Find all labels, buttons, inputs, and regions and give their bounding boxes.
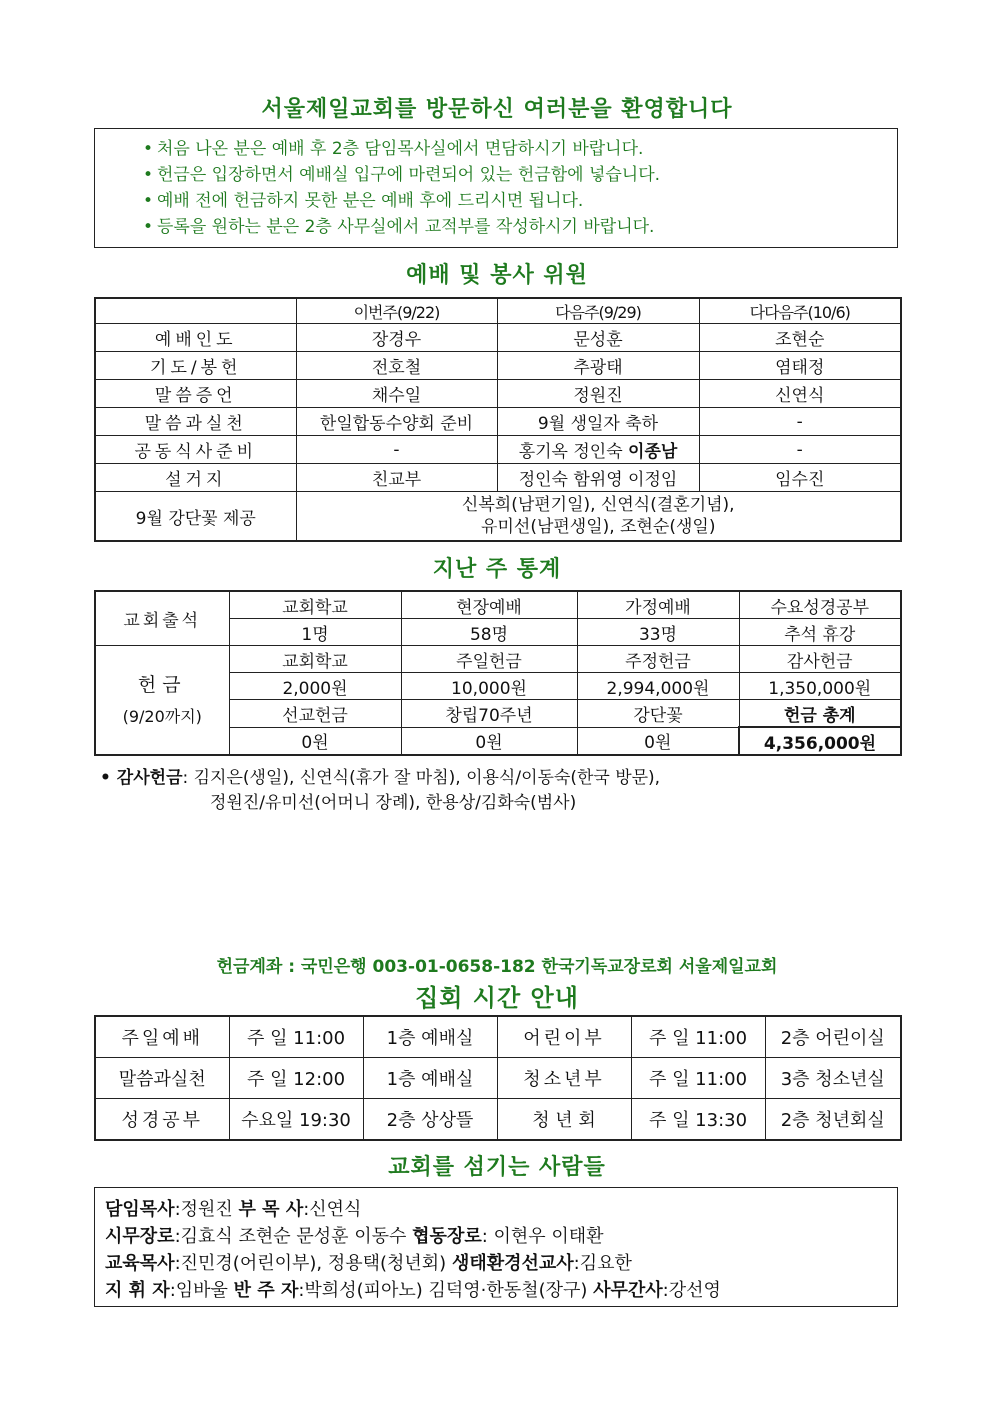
staff-names: :김요한 — [573, 1253, 632, 1274]
staff-role: 시무장로 — [105, 1226, 175, 1247]
table-row — [95, 646, 901, 673]
cell: 정인숙 함위영 이정임 — [497, 464, 699, 492]
staff-names: :신연식 — [303, 1199, 362, 1220]
welcome-title: 서울제일교회를 방문하신 여러분을 환영합니다 — [261, 97, 733, 122]
cell — [497, 436, 699, 464]
cell: 임수진 — [699, 464, 901, 492]
table-header-row — [95, 298, 901, 324]
flower-line: 신복희(남편기일), 신연식(결혼기념), — [461, 495, 735, 515]
table-row — [95, 436, 901, 464]
staff-title: 교회를 섬기는 사람들 — [388, 1155, 606, 1180]
cell-text: 홍기옥 정인숙 — [518, 442, 623, 462]
cell: 주 일 12:00 — [229, 1058, 363, 1099]
cell: 9월 생일자 축하 — [497, 408, 699, 436]
thanks-text: : 김지은(생일), 신연식(휴가 잘 마침), 이용식/이동숙(한국 방문), — [182, 768, 661, 788]
staff-role: 사무간사 — [593, 1280, 663, 1301]
staff-role: 교육목사 — [105, 1253, 175, 1274]
meetings-table — [94, 1015, 902, 1141]
thanks-label: 감사헌금 — [116, 768, 183, 788]
cell: - — [699, 408, 901, 436]
flower-cell — [296, 492, 901, 542]
cell: 주 일 11:00 — [631, 1058, 765, 1099]
row-label: 기도/봉헌 — [95, 352, 296, 380]
cell: 조현순 — [699, 324, 901, 352]
notice-line: • 처음 나온 분은 예배 후 2층 담임목사실에서 면담하시기 바랍니다. — [143, 139, 644, 159]
staff-names: :김효식 조현순 문성훈 이동수 — [174, 1226, 413, 1247]
cell: 어린이부 — [497, 1016, 631, 1058]
meetings-title: 집회 시간 안내 — [415, 984, 579, 1012]
row-label: 예배인도 — [95, 324, 296, 352]
stats-title: 지난 주 통계 — [432, 557, 562, 582]
notice-line: • 예배 전에 헌금하지 못한 분은 예배 후에 드리시면 됩니다. — [143, 191, 584, 211]
row-label: 헌금 — [137, 674, 187, 696]
notice-line: • 등록을 원하는 분은 2층 사무실에서 교적부를 작성하시기 바랍니다. — [143, 217, 655, 237]
cell: 2층 청년회실 — [765, 1099, 901, 1141]
cell: 2층 상상뜰 — [363, 1099, 497, 1141]
cell: 채수일 — [296, 380, 497, 408]
staff-role: 생태환경선교사 — [451, 1253, 574, 1274]
service-table — [94, 297, 902, 542]
cell: 1층 예배실 — [363, 1058, 497, 1099]
staff-names: :정원진 — [174, 1199, 239, 1220]
cell: 성경공부 — [95, 1099, 229, 1141]
staff-names: :임바울 — [169, 1280, 234, 1301]
header-cell: 수요성경공부 — [739, 591, 901, 619]
cell: 추석 휴강 — [739, 619, 901, 646]
cell: 장경우 — [296, 324, 497, 352]
row-label: 공동식사준비 — [95, 436, 296, 464]
staff-box — [94, 1187, 898, 1307]
cell: 친교부 — [296, 464, 497, 492]
notice-box — [94, 128, 898, 248]
table-row — [95, 1099, 901, 1141]
header-cell: 이번주(9/22) — [296, 298, 497, 324]
table-row — [95, 1058, 901, 1099]
notice-text: 헌금은 입장하면서 예배실 입구에 마련되어 있는 헌금함에 넣습니다. — [157, 165, 661, 185]
offering-account: 헌금계좌 : 국민은행 003-01-0658-182 한국기독교장로회 서울제일교회 — [216, 957, 778, 977]
header-cell — [95, 298, 296, 324]
cell: 33명 — [577, 619, 739, 646]
cell: 2,994,000원 — [577, 673, 739, 700]
cell: 0원 — [577, 727, 739, 755]
cell: 수요일 19:30 — [229, 1099, 363, 1141]
header-cell: 강단꽃 — [577, 700, 739, 728]
row-label: 9월 강단꽃 제공 — [95, 492, 296, 542]
table-row — [95, 1016, 901, 1058]
cell: 말씀과실천 — [95, 1058, 229, 1099]
header-cell: 헌금 총계 — [739, 700, 901, 728]
flower-line: 유미선(남편생일), 조현순(생일) — [481, 517, 716, 537]
staff-row — [105, 1223, 897, 1250]
stats-table — [94, 590, 902, 756]
cell: 청 년 회 — [497, 1099, 631, 1141]
notice-text: 처음 나온 분은 예배 후 2층 담임목사실에서 면담하시기 바랍니다. — [157, 139, 644, 159]
cell: 주일예배 — [95, 1016, 229, 1058]
cell: 2,000원 — [229, 673, 401, 700]
table-row — [95, 352, 901, 380]
header-cell: 창립70주년 — [401, 700, 577, 728]
row-label: 말씀과실천 — [95, 408, 296, 436]
thanks-text: 정원진/유미선(어머니 장례), 한용상/김화숙(범사) — [210, 793, 577, 813]
table-row — [95, 492, 901, 542]
cell: 정원진 — [497, 380, 699, 408]
cell: 청소년부 — [497, 1058, 631, 1099]
cell: 58명 — [401, 619, 577, 646]
cell: 1명 — [229, 619, 401, 646]
staff-names: :박희성(피아노) 김덕영·한동철(장구) — [298, 1280, 594, 1301]
cell: 1,350,000원 — [739, 673, 901, 700]
header-cell: 감사헌금 — [739, 646, 901, 673]
staff-role: 반 주 자 — [233, 1280, 299, 1301]
header-cell: 다음주(9/29) — [497, 298, 699, 324]
cell-text-bold: 이종남 — [628, 442, 678, 462]
cell: 10,000원 — [401, 673, 577, 700]
service-title: 예배 및 봉사 위원 — [406, 263, 588, 288]
staff-role: 담임목사 — [105, 1199, 175, 1220]
cell: 전호철 — [296, 352, 497, 380]
table-row — [95, 408, 901, 436]
header-cell: 주일헌금 — [401, 646, 577, 673]
cell: 염태정 — [699, 352, 901, 380]
header-cell: 주정헌금 — [577, 646, 739, 673]
cell: - — [296, 436, 497, 464]
staff-names: :진민경(어린이부), 정용택(청년회) — [174, 1253, 452, 1274]
cell: 0원 — [229, 727, 401, 755]
cell: 신연식 — [699, 380, 901, 408]
row-sublabel: (9/20까지) — [122, 707, 202, 726]
cell: 주 일 11:00 — [229, 1016, 363, 1058]
notice-text: 등록을 원하는 분은 2층 사무실에서 교적부를 작성하시기 바랍니다. — [157, 217, 655, 237]
header-cell: 다다음주(10/6) — [699, 298, 901, 324]
cell: 0원 — [401, 727, 577, 755]
cell: 추광태 — [497, 352, 699, 380]
staff-names: :강선영 — [662, 1280, 721, 1301]
staff-role: 지 휘 자 — [105, 1280, 170, 1301]
header-cell: 선교헌금 — [229, 700, 401, 728]
offering-label-cell — [95, 646, 229, 756]
header-cell: 가정예배 — [577, 591, 739, 619]
cell: 문성훈 — [497, 324, 699, 352]
cell: - — [699, 436, 901, 464]
staff-names: : 이현우 이태환 — [481, 1226, 604, 1247]
cell: 2층 어린이실 — [765, 1016, 901, 1058]
header-cell: 현장예배 — [401, 591, 577, 619]
row-label: 교회출석 — [95, 591, 229, 646]
staff-role: 협동장로 — [412, 1226, 482, 1247]
header-cell: 교회학교 — [229, 646, 401, 673]
row-label: 말씀증언 — [95, 380, 296, 408]
table-row — [95, 464, 901, 492]
notice-text: 예배 전에 헌금하지 못한 분은 예배 후에 드리시면 됩니다. — [157, 191, 584, 211]
thanks-offering: • 감사헌금: 김지은(생일), 신연식(휴가 잘 마침), 이용식/이동숙(한국 방문), 정원진/유미선(어머니 장례), 한용상/김화숙(범사) — [100, 766, 660, 816]
table-row — [95, 591, 901, 619]
staff-row — [105, 1277, 897, 1304]
table-row — [95, 380, 901, 408]
cell: 주 일 11:00 — [631, 1016, 765, 1058]
staff-role: 부 목 사 — [238, 1199, 304, 1220]
cell: 1층 예배실 — [363, 1016, 497, 1058]
staff-row — [105, 1196, 897, 1223]
notice-line: • 헌금은 입장하면서 예배실 입구에 마련되어 있는 헌금함에 넣습니다. — [143, 165, 661, 185]
cell: 한일합동수양회 준비 — [296, 408, 497, 436]
total-cell: 4,356,000원 — [739, 727, 901, 755]
cell: 3층 청소년실 — [765, 1058, 901, 1099]
staff-row — [105, 1250, 897, 1277]
header-cell: 교회학교 — [229, 591, 401, 619]
row-label: 설거지 — [95, 464, 296, 492]
cell: 주 일 13:30 — [631, 1099, 765, 1141]
table-row — [95, 324, 901, 352]
